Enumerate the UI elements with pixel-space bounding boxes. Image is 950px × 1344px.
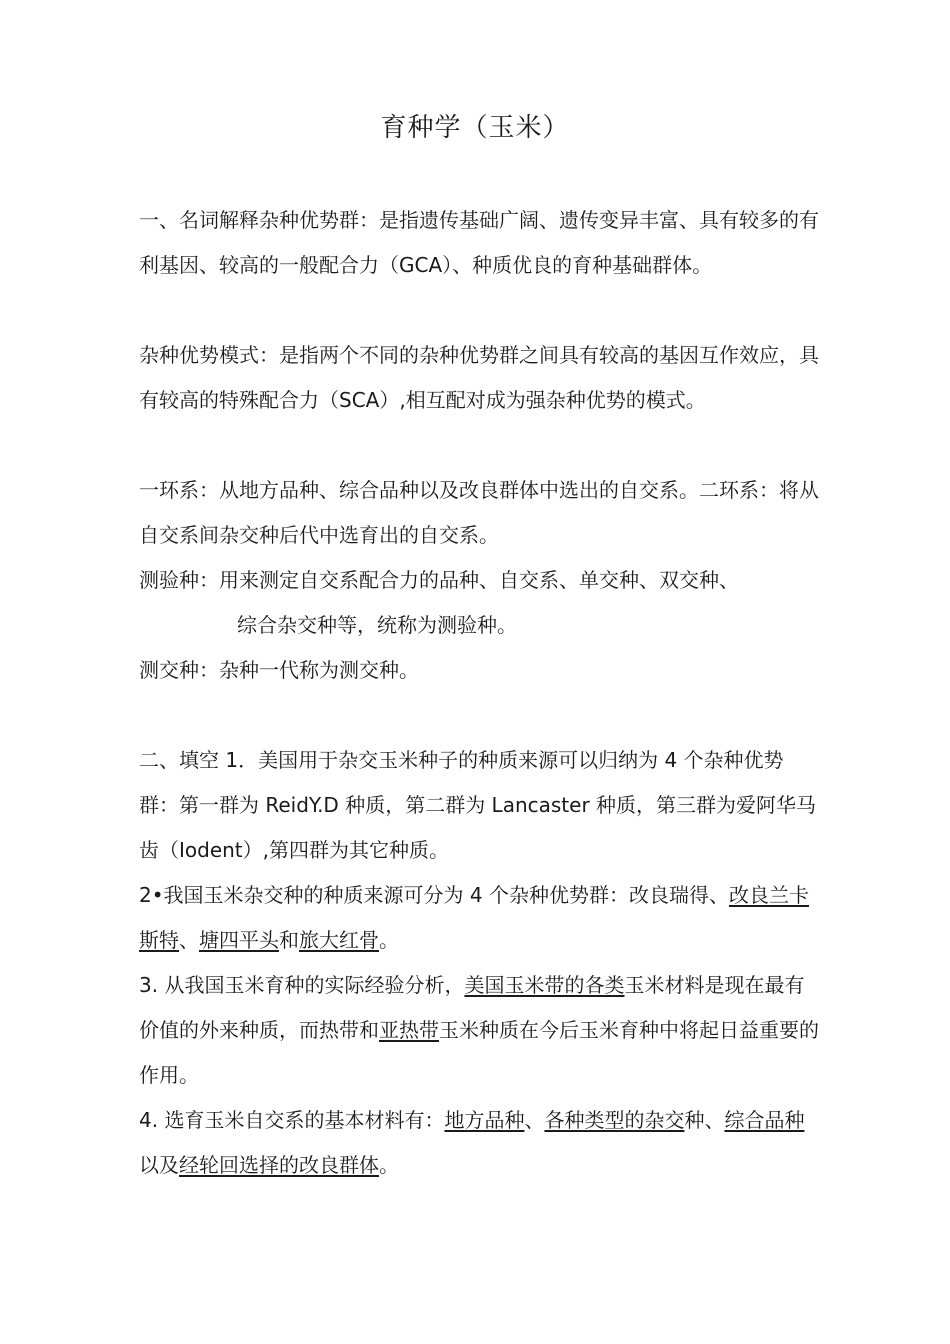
document-title: 育种学（玉米） bbox=[380, 113, 570, 143]
definition-tester-line1: 测验种：用来测定自交系配合力的品种、自交系、单交种、双交种、 bbox=[139, 568, 739, 592]
fill-blank-4-text-e: 。 bbox=[379, 1153, 399, 1177]
fill-blank-2-text-b: 、 bbox=[179, 928, 199, 952]
answer-synthetic-varieties: 综合品种 bbox=[724, 1108, 805, 1132]
answer-tangsipingtou: 塘四平头 bbox=[199, 928, 279, 952]
answer-us-corn-belt: 美国玉米带的各类 bbox=[464, 973, 625, 997]
fill-blank-4-text-c: 种、 bbox=[684, 1108, 725, 1132]
fill-blank-3-text-b: 玉米材料是现在最有价值的外来种质，而热带和 bbox=[139, 973, 805, 1042]
fill-blank-3-text-a: 3. 从我国玉米育种的实际经验分析， bbox=[139, 973, 465, 997]
fill-blank-2-text-a: 2•我国玉米杂交种的种质来源可分为 4 个杂种优势群：改良瑞得、 bbox=[139, 883, 729, 907]
fill-blank-4-text-a: 4. 选育玉米自交系的基本材料有： bbox=[139, 1108, 445, 1132]
answer-recurrent-selection-populations: 经轮回选择的改良群体 bbox=[179, 1153, 379, 1177]
fill-blank-4-text-d: 以及 bbox=[139, 1153, 179, 1177]
fill-blank-3-text-c: 玉米种质在今后玉米育种中将起日益重要的作用。 bbox=[139, 1018, 819, 1087]
fill-blank-4 bbox=[139, 1098, 819, 1188]
answer-improved-lancaster: 改良兰卡斯特 bbox=[139, 883, 809, 952]
answer-lvdahonggu: 旅大红骨 bbox=[299, 928, 379, 952]
answer-local-varieties: 地方品种 bbox=[444, 1108, 525, 1132]
fill-blank-2-text-c: 和 bbox=[279, 928, 299, 952]
answer-subtropical: 亚热带 bbox=[379, 1018, 439, 1042]
fill-blank-2-text-d: 。 bbox=[379, 928, 399, 952]
definition-heterotic-group: 一、名词解释杂种优势群：是指遗传基础广阔、遗传变异丰富、具有较多的有利基因、较高的一般配合力（GCA）、种质优良的育种基础群体。 bbox=[139, 208, 819, 277]
definition-inbred-lines: 一环系：从地方品种、综合品种以及改良群体中选出的自交系。二环系：将从自交系间杂交种后代中选育出的自交系。 bbox=[139, 478, 819, 547]
definition-testcross: 测交种：杂种一代称为测交种。 bbox=[139, 658, 419, 682]
fill-blank-1: 二、填空 1．美国用于杂交玉米种子的种质来源可以归纳为 4 个杂种优势群：第一群为 ReidY.D 种质，第二群为 Lancaster 种质，第三群为爱阿华马齿（Iodent）,第四群为其它种质。 bbox=[139, 748, 817, 862]
answer-hybrid-types: 各种类型的杂交 bbox=[544, 1108, 685, 1132]
definition-tester-line2: 综合杂交种等，统称为测验种。 bbox=[237, 613, 517, 637]
fill-blank-3 bbox=[139, 963, 819, 1098]
fill-blank-4-text-b: 、 bbox=[524, 1108, 545, 1132]
fill-blank-2 bbox=[139, 873, 819, 963]
definition-heterotic-pattern: 杂种优势模式：是指两个不同的杂种优势群之间具有较高的基因互作效应，具有较高的特殊配合力（SCA）,相互配对成为强杂种优势的模式。 bbox=[139, 343, 819, 412]
